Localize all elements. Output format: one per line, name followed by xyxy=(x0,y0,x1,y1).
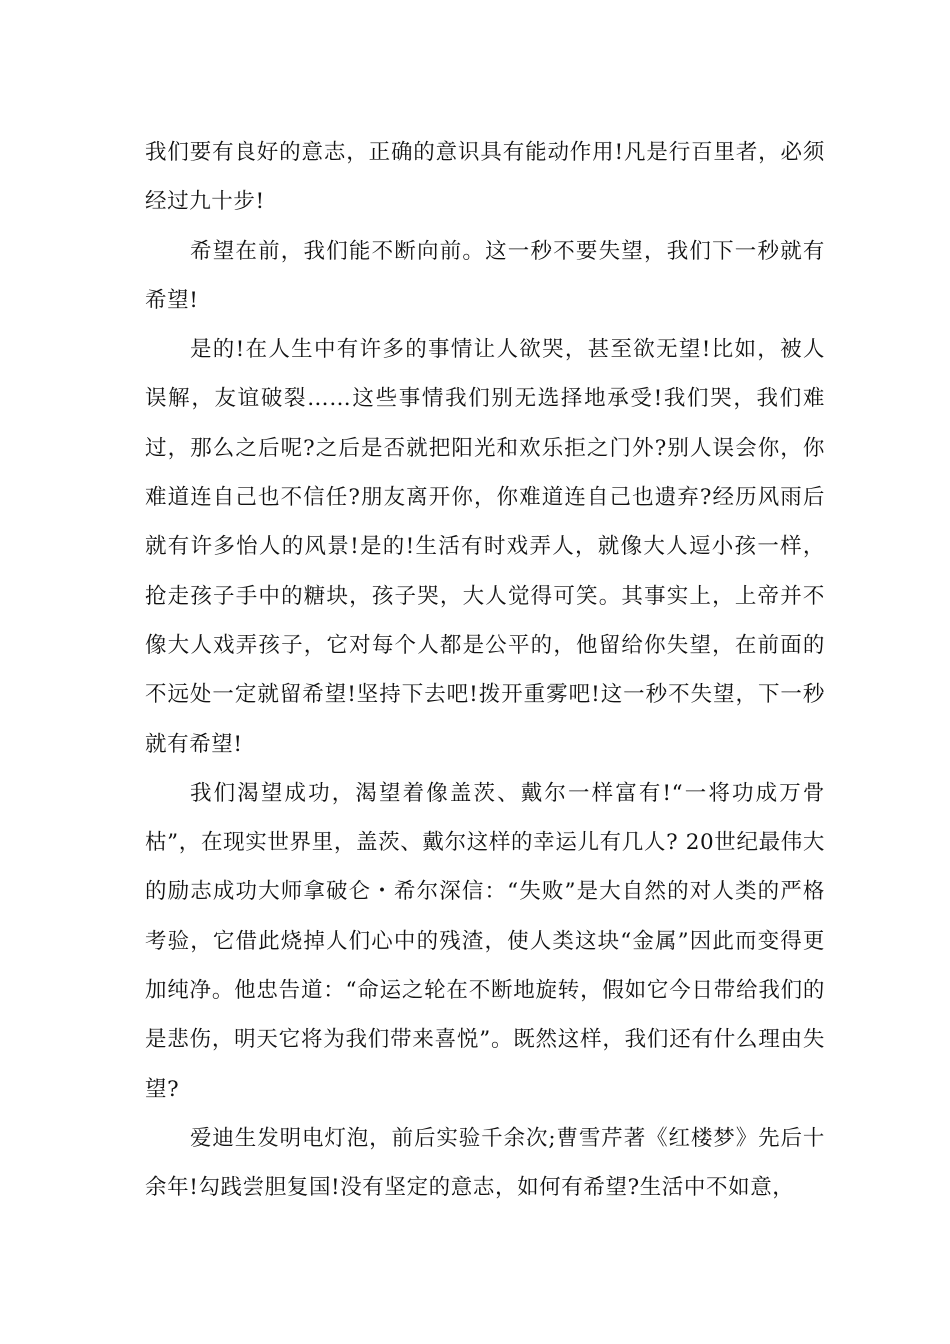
paragraph-5: 爱迪生发明电灯泡，前后实验千余次;曹雪芹著《红楼梦》先后十余年!勾践尝胆复国!没有坚定的意志，如何有希望?生活中不如意， xyxy=(145,1125,825,1201)
paragraph-4: 我们渴望成功，渴望着像盖茨、戴尔一样富有!“一将功成万骨枯”，在现实世界里，盖茨、戴尔这样的幸运儿有几人? 20世纪最伟大的励志成功大师拿破仑・希尔深信：“失败”是大自然的对人类的严格考验，它借此烧掉人们心中的残渣，使人类这块“金属”因此而变得更加纯净。他忠告道：“命运之轮在不断地旋转，假如它今日带给我们的是悲伤，明天它将为我们带来喜悦”。既然这样，我们还有什么理由失望? xyxy=(145,780,825,1102)
paragraph-2: 希望在前，我们能不断向前。这一秒不要失望，我们下一秒就有希望! xyxy=(145,238,825,313)
paragraph-3: 是的!在人生中有许多的事情让人欲哭，甚至欲无望!比如，被人误解，友谊破裂……这些事情我们别无选择地承受!我们哭，我们难过，那么之后呢?之后是否就把阳光和欢乐拒之门外?别人误会你，你难道连自己也不信任?朋友离开你，你难道连自己也遗弃?经历风雨后就有许多怡人的风景!是的!生活有时戏弄人，就像大人逗小孩一样，抢走孩子手中的糖块，孩子哭，大人觉得可笑。其事实上，上帝并不像大人戏弄孩子，它对每个人都是公平的，他留给你失望，在前面的不远处一定就留希望!坚持下去吧!拨开重雾吧!这一秒不失望，下一秒就有希望! xyxy=(145,337,825,757)
document-body xyxy=(145,128,825,1213)
paragraph-1: 我们要有良好的意志，正确的意识具有能动作用!凡是行百里者，必须经过九十步! xyxy=(145,140,825,215)
